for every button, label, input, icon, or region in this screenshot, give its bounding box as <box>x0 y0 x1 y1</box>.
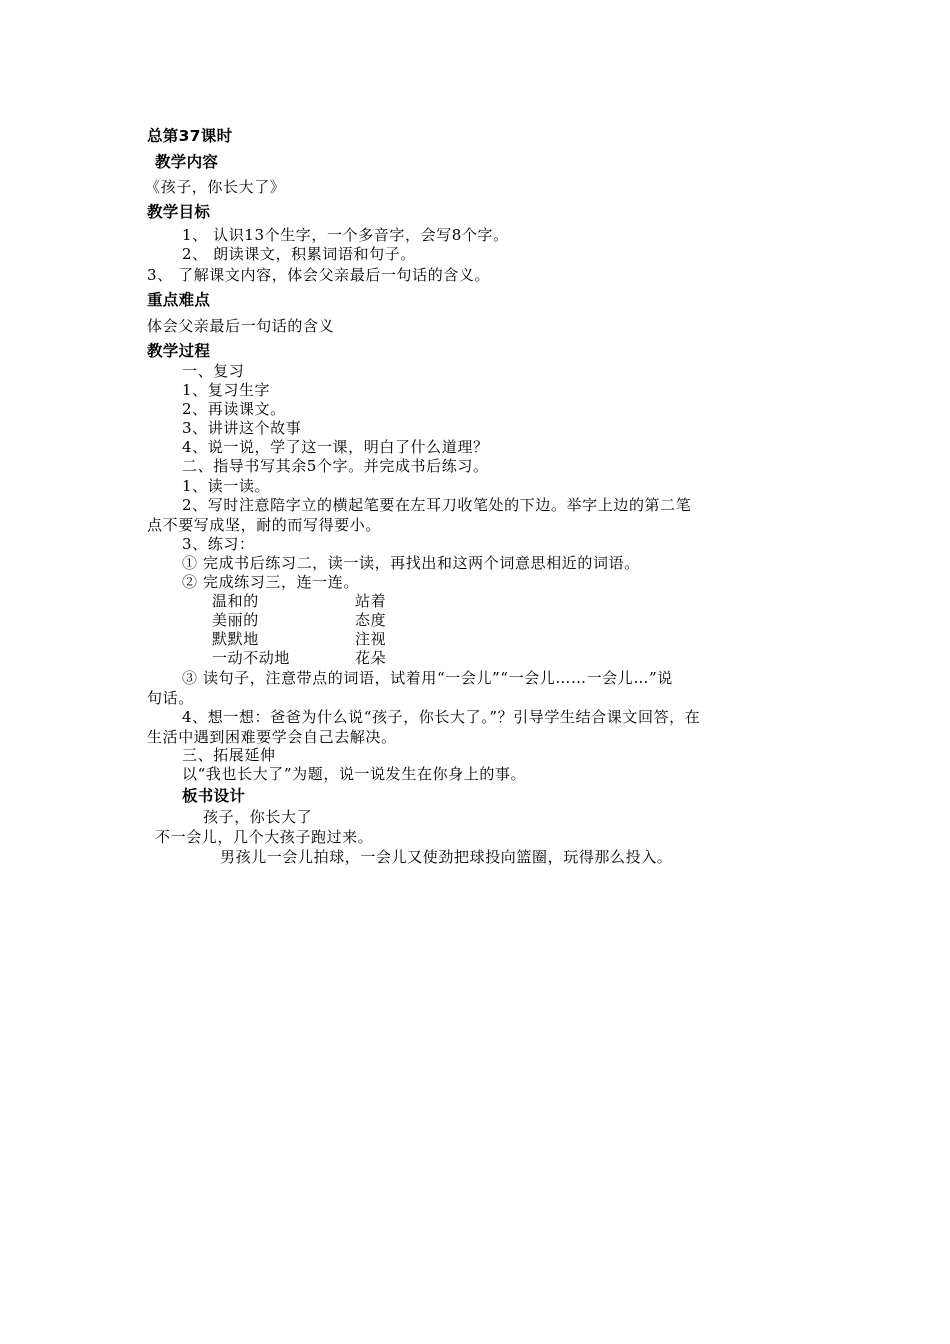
process-line: 2、写时注意陪字立的横起笔要在左耳刀收笔处的下边。举字上边的第二笔 <box>182 496 692 514</box>
match-left-item: 一动不动地 <box>212 649 291 667</box>
process-line: 生活中遇到困难要学会自己去解决。 <box>147 728 397 746</box>
objectives-heading: 教学目标 <box>147 203 211 221</box>
process-line: 4、想一想：爸爸为什么说“孩子，你长大了。”？引导学生结合课文回答，在 <box>182 708 701 726</box>
objective-item: 2、 朗读课文，积累词语和句子。 <box>182 245 416 263</box>
process-line: 一、复习 <box>182 362 245 380</box>
board-line: 孩子，你长大了 <box>203 808 313 826</box>
process-line: 3、讲讲这个故事 <box>182 419 302 437</box>
match-left-item: 默默地 <box>212 630 259 648</box>
process-line: ① 完成书后练习二，读一读，再找出和这两个词意思相近的词语。 <box>182 554 640 572</box>
process-line: ③ 读句子，注意带点的词语，试着用“一会儿”“一会儿……一会儿…”说 <box>182 669 673 687</box>
match-left-item: 温和的 <box>212 592 259 610</box>
process-heading: 教学过程 <box>147 342 211 360</box>
process-line: 1、复习生字 <box>182 381 271 399</box>
board-line: 不一会儿，几个大孩子跑过来。 <box>155 828 374 846</box>
key-points-heading: 重点难点 <box>147 291 211 309</box>
process-line: 4、说一说，学了这一课，明白了什么道理？ <box>182 438 489 456</box>
lesson-title: 《孩子，你长大了》 <box>145 178 286 196</box>
content-heading: 教学内容 <box>155 153 219 171</box>
match-right-item: 站着 <box>355 592 387 610</box>
board-line: 男孩儿一会儿拍球，一会儿又使劲把球投向篮圈，玩得那么投入。 <box>220 848 673 866</box>
objective-item: 3、 了解课文内容，体会父亲最后一句话的含义。 <box>147 266 491 284</box>
process-line: 3、练习： <box>182 535 255 553</box>
key-points-text: 体会父亲最后一句话的含义 <box>147 317 335 335</box>
process-line: ② 完成练习三，连一连。 <box>182 573 359 591</box>
match-right-item: 态度 <box>355 611 387 629</box>
process-line: 1、读一读。 <box>182 477 271 495</box>
process-line: 点不要写成坚，耐的而写得要小。 <box>147 516 382 534</box>
board-heading: 板书设计 <box>182 787 246 805</box>
process-line: 三、拓展延伸 <box>182 746 276 764</box>
process-line: 二、指导书写其余5个字。并完成书后练习。 <box>182 457 489 475</box>
match-right-item: 花朵 <box>355 649 387 667</box>
objective-item: 1、 认识13个生字，一个多音字，会写8个字。 <box>182 226 509 244</box>
match-right-item: 注视 <box>355 630 387 648</box>
process-line: 2、再读课文。 <box>182 400 286 418</box>
process-line: 以“我也长大了”为题，说一说发生在你身上的事。 <box>182 765 527 783</box>
match-left-item: 美丽的 <box>212 611 259 629</box>
lesson-number-heading: 总第37课时 <box>147 127 233 145</box>
process-line: 句话。 <box>147 689 194 707</box>
